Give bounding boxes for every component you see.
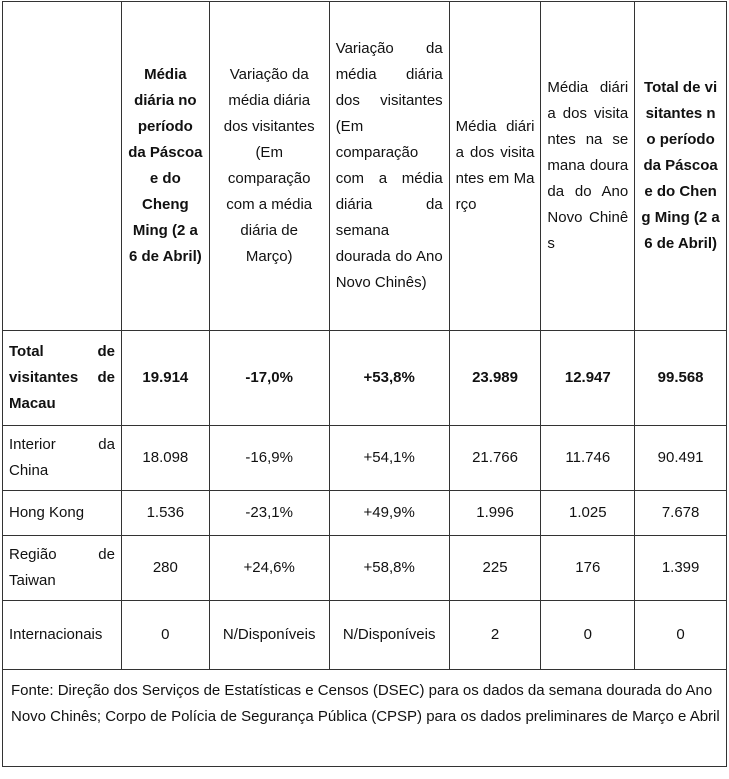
table-row (3, 426, 727, 491)
table-cell: 12.947 (541, 331, 635, 426)
table-row (3, 536, 727, 601)
table-cell: 21.766 (449, 426, 541, 491)
table-cell: N/Disponíveis (329, 601, 449, 670)
row-label: Hong Kong (3, 491, 122, 536)
row-label: Região de Taiwan (3, 536, 122, 601)
table-row-total (3, 331, 727, 426)
table-cell: 1.025 (541, 491, 635, 536)
table-cell: 23.989 (449, 331, 541, 426)
visitors-table (2, 1, 727, 767)
table-cell: 176 (541, 536, 635, 601)
table-row (3, 601, 727, 670)
row-label: Total de visitantes de Macau (3, 331, 122, 426)
table-cell: +49,9% (329, 491, 449, 536)
row-label: Interior da China (3, 426, 122, 491)
corner-cell (3, 2, 122, 331)
table-cell: 1.399 (635, 536, 727, 601)
table-cell: 280 (121, 536, 209, 601)
table-cell: 0 (121, 601, 209, 670)
footnote-row (3, 670, 727, 767)
table-cell: -16,9% (209, 426, 329, 491)
table-cell: 7.678 (635, 491, 727, 536)
table-cell: +54,1% (329, 426, 449, 491)
table-cell: 0 (541, 601, 635, 670)
col-header-variation-march: Variação da média diária dos visitantes (Em comparação com a média diária de Março) (209, 2, 329, 331)
col-header-avg-march: Média diária dos visitantes em Março (449, 2, 541, 331)
table-cell: -23,1% (209, 491, 329, 536)
table-cell: +53,8% (329, 331, 449, 426)
table-cell: -17,0% (209, 331, 329, 426)
header-row (3, 2, 727, 331)
table-cell: N/Disponíveis (209, 601, 329, 670)
col-header-avg-cny: Média diária dos visitantes na semana dourada do Ano Novo Chinês (541, 2, 635, 331)
table-cell: 225 (449, 536, 541, 601)
row-label: Internacionais (3, 601, 122, 670)
table-cell: 99.568 (635, 331, 727, 426)
table-row (3, 491, 727, 536)
table-cell: 18.098 (121, 426, 209, 491)
table-cell: 11.746 (541, 426, 635, 491)
table-cell: 19.914 (121, 331, 209, 426)
table-cell: 1.536 (121, 491, 209, 536)
table-cell: 90.491 (635, 426, 727, 491)
col-header-total-easter: Total de visitantes no período da Páscoa e do Cheng Ming (2 a 6 de Abril) (635, 2, 727, 331)
col-header-variation-cny: Variação da média diária dos visitantes (Em comparação com a média diária da semana dourada do Ano Novo Chinês) (329, 2, 449, 331)
table-cell: +58,8% (329, 536, 449, 601)
table-cell: 1.996 (449, 491, 541, 536)
col-header-daily-avg-easter: Média diária no período da Páscoa e do Cheng Ming (2 a 6 de Abril) (121, 2, 209, 331)
source-note: Fonte: Direção dos Serviços de Estatísticas e Censos (DSEC) para os dados da semana dourada do Ano Novo Chinês; Corpo de Polícia de Segurança Pública (CPSP) para os dados preliminares de Março e Abril (3, 670, 727, 767)
table-cell: +24,6% (209, 536, 329, 601)
table-cell: 2 (449, 601, 541, 670)
table-cell: 0 (635, 601, 727, 670)
